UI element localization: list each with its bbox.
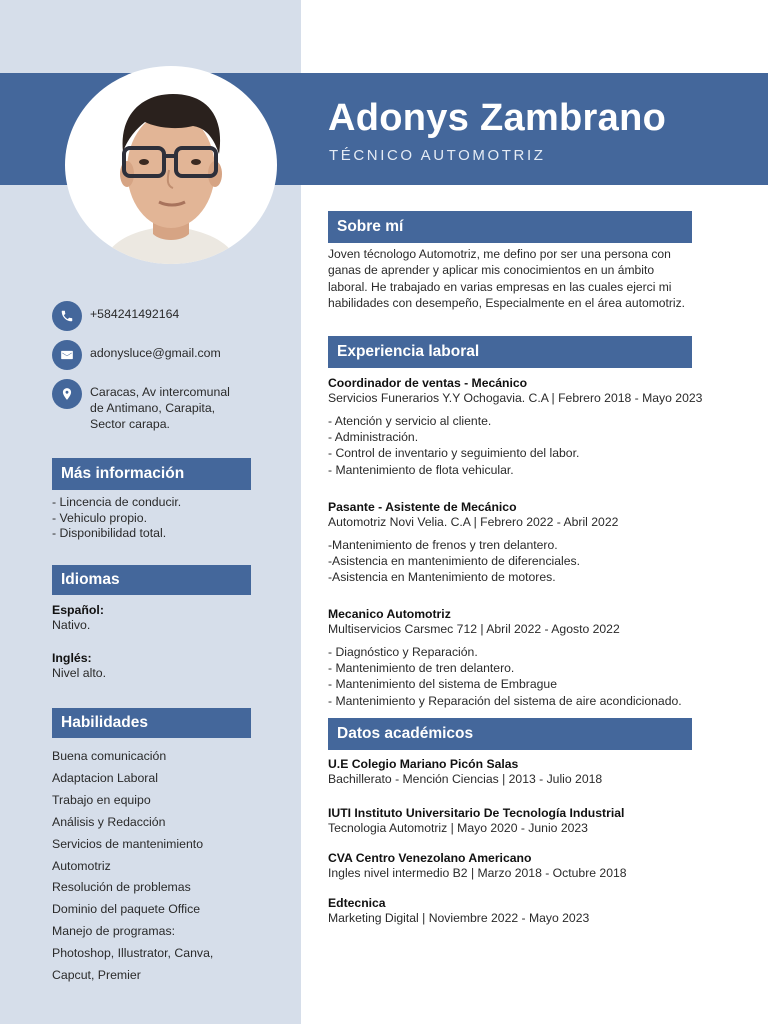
language-spanish <box>52 603 104 633</box>
language-level: Nativo. <box>52 618 91 632</box>
job-task: -Asistencia en mantenimiento de diferenciales. <box>328 554 581 569</box>
skill-item: Manejo de programas: <box>52 924 176 939</box>
education-entry <box>328 851 627 880</box>
school-name: U.E Colegio Mariano Picón Salas <box>328 757 519 771</box>
job-title: Mecanico Automotriz <box>328 607 451 621</box>
job-task: - Control de inventario y seguimiento del labor. <box>328 446 580 461</box>
address-text: Caracas, Av intercomunal de Antimano, Carapita, Sector carapa. <box>90 385 230 431</box>
job-company: Servicios Funerarios Y.Y Ochogavia. C.A | Febrero 2018 - Mayo 2023 <box>328 391 703 405</box>
job-company: Automotriz Novi Velia. C.A | Febrero 2022 - Abril 2022 <box>328 515 619 529</box>
language-english <box>52 651 106 681</box>
education-entry <box>328 806 624 835</box>
job-task: - Mantenimiento de flota vehicular. <box>328 462 514 477</box>
job-entry <box>328 500 618 586</box>
contact-email <box>52 340 221 370</box>
job-entry <box>328 607 682 709</box>
skill-item: Resolución de problemas <box>52 880 191 895</box>
languages-heading: Idiomas <box>52 565 251 595</box>
contact-phone <box>52 301 179 331</box>
location-pin-icon <box>52 379 82 409</box>
skill-item: Photoshop, Illustrator, Canva, <box>52 946 214 961</box>
skill-item: Análisis y Redacción <box>52 814 166 829</box>
contact-address <box>52 379 230 432</box>
candidate-name: Adonys Zambrano <box>328 97 667 139</box>
job-title: Pasante - Asistente de Mecánico <box>328 500 517 514</box>
skill-item: Buena comunicación <box>52 749 167 763</box>
list-item: - Lincencia de conducir. <box>52 495 182 509</box>
candidate-title: TÉCNICO AUTOMOTRIZ <box>329 147 546 164</box>
job-task: - Diagnóstico y Reparación. <box>328 645 478 659</box>
job-entry <box>328 376 702 478</box>
education-entry <box>328 896 589 925</box>
profile-photo <box>65 66 277 264</box>
more-info-list <box>52 495 181 542</box>
skills-heading: Habilidades <box>52 708 251 738</box>
language-name: Español: <box>52 603 104 617</box>
skill-item: Dominio del paquete Office <box>52 902 201 917</box>
job-company: Multiservicios Carsmec 712 | Abril 2022 - Agosto 2022 <box>328 622 620 636</box>
school-detail: Ingles nivel intermedio B2 | Marzo 2018 - Octubre 2018 <box>328 865 627 880</box>
more-info-heading: Más información <box>52 458 251 490</box>
education-entry <box>328 757 602 786</box>
skill-item: Servicios de mantenimiento <box>52 836 204 851</box>
job-task: - Mantenimiento de tren delantero. <box>328 661 515 676</box>
skills-list <box>52 746 213 987</box>
school-detail: Bachillerato - Mención Ciencias | 2013 - Julio 2018 <box>328 771 603 786</box>
job-task: -Mantenimiento de frenos y tren delantero. <box>328 538 558 552</box>
school-name: Edtecnica <box>328 896 386 910</box>
phone-number: +584241492164 <box>90 307 180 321</box>
school-name: CVA Centro Venezolano Americano <box>328 851 532 865</box>
phone-icon <box>52 301 82 331</box>
skill-item: Capcut, Premier <box>52 968 141 983</box>
mail-icon <box>52 340 82 370</box>
school-detail: Tecnologia Automotriz | Mayo 2020 - Junio 2023 <box>328 820 588 835</box>
school-detail: Marketing Digital | Noviembre 2022 - Mayo 2023 <box>328 910 590 925</box>
skill-item: Adaptacion Laboral <box>52 770 158 785</box>
job-task: -Asistencia en Mantenimiento de motores. <box>328 570 556 585</box>
job-task: - Mantenimiento y Reparación del sistema de aire acondicionado. <box>328 693 682 708</box>
email-address: adonysluce@gmail.com <box>90 346 221 360</box>
skill-item: Automotriz <box>52 858 111 873</box>
experience-heading: Experiencia laboral <box>328 336 692 368</box>
skill-item: Trabajo en equipo <box>52 792 151 807</box>
about-text: Joven técnologo Automotriz, me defino por ser una persona con ganas de aprender y aplicar mis conocimientos en un ámbito laboral. He trabajado en varias empresas en las cuales ejerci mi habilidades con desempeño, Especialmente en el área automotriz. <box>328 247 685 310</box>
school-name: IUTI Instituto Universitario De Tecnología Industrial <box>328 806 625 820</box>
list-item: - Disponibilidad total. <box>52 526 167 540</box>
job-task: - Administración. <box>328 430 419 445</box>
language-name: Inglés: <box>52 651 92 665</box>
about-heading: Sobre mí <box>328 211 692 243</box>
language-level: Nivel alto. <box>52 666 106 680</box>
job-title: Coordinador de ventas - Mecánico <box>328 376 528 390</box>
education-heading: Datos académicos <box>328 718 692 750</box>
list-item: - Vehiculo propio. <box>52 510 148 525</box>
job-task: - Atención y servicio al cliente. <box>328 414 492 428</box>
job-task: - Mantenimiento del sistema de Embrague <box>328 677 557 692</box>
profile-photo-illustration <box>65 66 277 264</box>
